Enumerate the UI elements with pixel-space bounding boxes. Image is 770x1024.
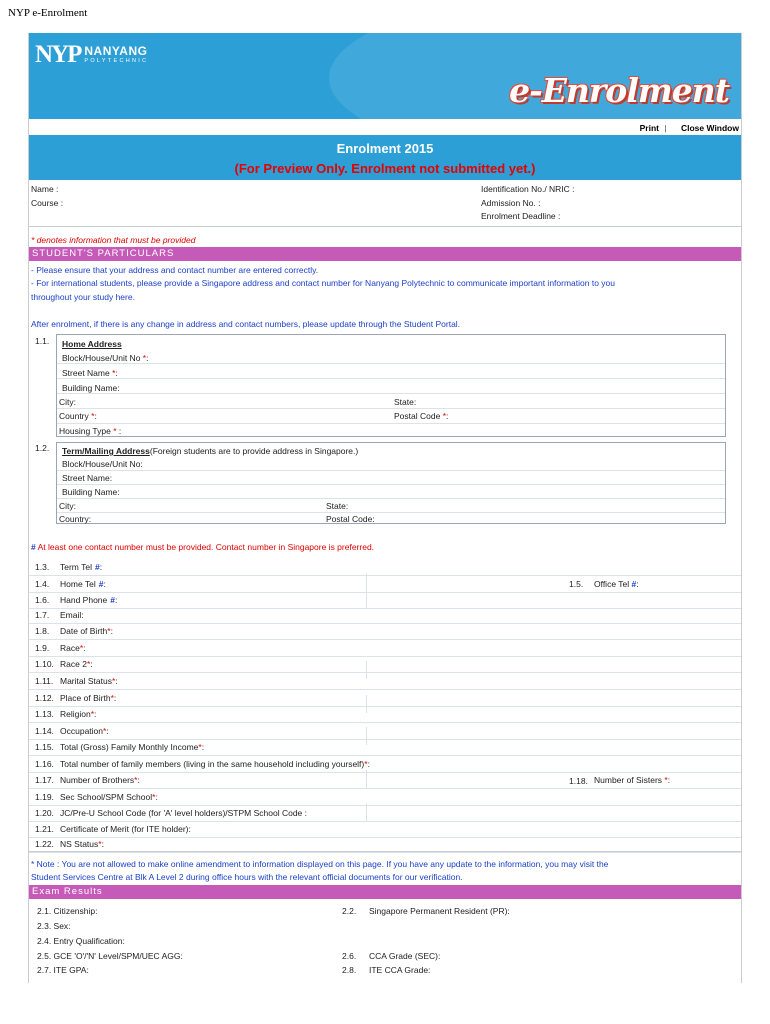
document-title: NYP e-Enrolment [8, 7, 88, 19]
cca-number: 2.6. [342, 951, 357, 961]
field-label: Total number of family members (living in the same household including yourself)*: [60, 759, 370, 769]
field-number: 1.4. [35, 579, 50, 589]
housing-type-label: Housing Type * : [59, 426, 122, 436]
required-star: * [90, 709, 95, 719]
mailing-address-box [56, 442, 726, 524]
sisters-number: 1.18. [569, 776, 588, 786]
field-label: Hand Phone #: [60, 595, 118, 605]
field-number: 1.16. [35, 759, 54, 769]
pr-label: Singapore Permanent Resident (PR): [369, 906, 510, 916]
field-number: 1.10. [35, 659, 54, 669]
city-label: City: [59, 397, 76, 407]
required-star: * [86, 659, 91, 669]
mailing-building-label: Building Name: [62, 487, 120, 497]
mailing-postal-label: Postal Code: [326, 514, 375, 524]
required-star: * [134, 775, 138, 785]
close-window-link[interactable]: Close Window [680, 123, 739, 133]
citizenship-label: 2.1. Citizenship: [37, 906, 98, 916]
field-number: 1.20. [35, 808, 54, 818]
country-label: Country *: [59, 411, 97, 421]
field-label: Term Tel #: [60, 562, 103, 572]
notice-line-4: After enrolment, if there is any change in address and contact numbers, please update through the Student Portal. [31, 319, 461, 329]
field-number: 1.22. [35, 839, 54, 849]
mailing-address-number: 1.2. [35, 443, 50, 453]
name-label: Name : [31, 184, 59, 194]
section-header-exam-results: Exam Results [29, 885, 741, 899]
cca-grade-label: CCA Grade (SEC): [369, 951, 441, 961]
field-number: 1.14. [35, 726, 54, 736]
logo-subtitle: POLYTECHNIC [84, 57, 149, 64]
ite-cca-grade-label: ITE CCA Grade: [369, 965, 431, 975]
required-star: * [79, 643, 84, 653]
home-address-box [56, 334, 726, 437]
field-number: 1.7. [35, 610, 50, 620]
field-number: 1.6. [35, 595, 50, 605]
entry-qualification-label: 2.4. Entry Qualification: [37, 936, 125, 946]
logo-mark: NYP [35, 41, 81, 68]
field-label: Home Tel #: [60, 579, 106, 589]
field-label: Number of Brothers*: [60, 775, 140, 785]
contact-note: # At least one contact number must be provided. Contact number in Singapore is preferred. [31, 542, 375, 552]
required-star: * [98, 839, 102, 849]
contact-required-mark: # [98, 579, 104, 589]
notice-line-3: throughout your study here. [31, 292, 135, 302]
field-number: 1.17. [35, 775, 54, 785]
address-row [57, 349, 725, 364]
field-number: 1.13. [35, 709, 54, 719]
mailing-city-label: City: [59, 501, 76, 511]
nric-label: Identification No./ NRIC : [481, 184, 575, 194]
building-label: Building Name: [62, 383, 120, 393]
logo-name: NANYANG [84, 43, 148, 58]
amendment-note-line-1: * Note : You are not allowed to make online amendment to information displayed on this page. If you have any update to the information, you may visit the [31, 859, 609, 869]
field-label: Sec School/SPM School*: [60, 792, 158, 802]
amendment-note-line-2: Student Services Centre at Blk A Level 2 during office hours with the relevant official documents for our verification. [31, 872, 463, 882]
link-separator: | [664, 123, 667, 133]
field-label: JC/Pre-U School Code (for 'A' level holders)/STPM School Code : [60, 808, 308, 818]
mailing-address-title: Term/Mailing Address(Foreign students are to provide address in Singapore.) [62, 446, 359, 456]
address-row [57, 409, 725, 424]
contact-required-mark: # [94, 562, 100, 572]
field-number: 1.11. [35, 676, 54, 686]
state-label: State: [394, 397, 417, 407]
required-star: * [110, 693, 114, 703]
address-row [57, 364, 725, 379]
field-label: NS Status*: [60, 839, 104, 849]
admission-label: Admission No. : [481, 198, 541, 208]
mailing-state-label: State: [326, 501, 349, 511]
section-header-particulars: STUDENT'S PARTICULARS [29, 247, 741, 261]
field-row [29, 559, 741, 576]
ite-gpa-label: 2.7. ITE GPA: [37, 965, 89, 975]
field-row [29, 607, 741, 624]
field-row [29, 656, 741, 673]
field-label: Place of Birth*: [60, 693, 117, 703]
field-row [29, 673, 741, 690]
field-row [29, 706, 741, 723]
divider [29, 226, 741, 227]
street-label: Street Name *: [62, 368, 118, 378]
ite-cca-number: 2.8. [342, 965, 357, 975]
mailing-block-label: Block/House/Unit No: [62, 459, 143, 469]
field-row [29, 723, 741, 740]
field-number: 1.8. [35, 626, 50, 636]
field-label: Marital Status*: [60, 676, 118, 686]
field-label: Race*: [60, 643, 86, 653]
course-label: Course : [31, 198, 64, 208]
nyp-logo [35, 42, 148, 67]
field-label: Religion*: [60, 709, 97, 719]
field-label: Email: [60, 610, 84, 620]
field-label: Total (Gross) Family Monthly Income*: [60, 742, 205, 752]
required-star: * [31, 235, 35, 245]
required-star: * [152, 792, 156, 802]
field-row [29, 640, 741, 657]
field-label: Race 2*: [60, 659, 93, 669]
contact-required-mark: # [31, 542, 36, 552]
home-address-number: 1.1. [35, 336, 50, 346]
required-star: * [198, 742, 202, 752]
e-enrolment-brand-title: e-Enrolment [509, 71, 729, 110]
address-row [57, 470, 725, 485]
field-row [29, 690, 741, 707]
enrolment-page [28, 33, 742, 983]
print-link[interactable]: Print [639, 123, 660, 133]
field-number: 1.19. [35, 792, 54, 802]
address-row [57, 379, 725, 394]
pr-number: 2.2. [342, 906, 357, 916]
address-row [57, 484, 725, 499]
address-row [57, 456, 725, 471]
notice-line-1: - Please ensure that your address and contact number are entered correctly. [31, 265, 319, 275]
field-label: Occupation*: [60, 726, 109, 736]
sisters-label: Number of Sisters *: [594, 775, 671, 785]
block-label: Block/House/Unit No *: [62, 353, 149, 363]
field-number: 1.3. [35, 562, 50, 572]
field-number: 1.15. [35, 742, 54, 752]
field-number: 1.12. [35, 693, 54, 703]
office-tel-label: Office Tel #: [594, 579, 639, 589]
field-label: Certificate of Merit (for ITE holder): [60, 824, 191, 834]
field-row [29, 576, 741, 593]
contact-required-mark: # [110, 595, 115, 605]
required-star: * [364, 759, 368, 769]
mailing-country-label: Country: [59, 514, 92, 524]
preview-warning: (For Preview Only. Enrolment not submitted yet.) [234, 161, 536, 176]
gce-agg-label: 2.5. GCE 'O'/'N' Level/SPM/UEC AGG: [37, 951, 183, 961]
deadline-label: Enrolment Deadline : [481, 211, 561, 221]
address-row [57, 498, 725, 513]
mandatory-note: * denotes information that must be provided [31, 235, 196, 245]
office-tel-number: 1.5. [569, 579, 584, 589]
top-links [640, 123, 739, 133]
address-row [57, 394, 725, 409]
notice-line-2: - For international students, please provide a Singapore address and contact number for Nanyang Polytechnic to communicate important information to you [31, 278, 615, 288]
field-number: 1.9. [35, 643, 50, 653]
required-star: * [103, 726, 107, 736]
sex-label: 2.3. Sex: [37, 921, 71, 931]
required-star: * [111, 676, 116, 686]
field-number: 1.21. [35, 824, 54, 834]
mailing-street-label: Street Name: [62, 473, 113, 483]
header-banner [29, 33, 741, 119]
postal-code-label: Postal Code *: [394, 411, 449, 421]
title-bar [29, 135, 741, 180]
page-title: Enrolment 2015 [336, 141, 434, 156]
required-star: * [107, 626, 111, 636]
home-address-title: Home Address [62, 339, 122, 349]
field-row [29, 623, 741, 640]
field-row [29, 836, 741, 853]
field-label: Date of Birth*: [60, 626, 113, 636]
